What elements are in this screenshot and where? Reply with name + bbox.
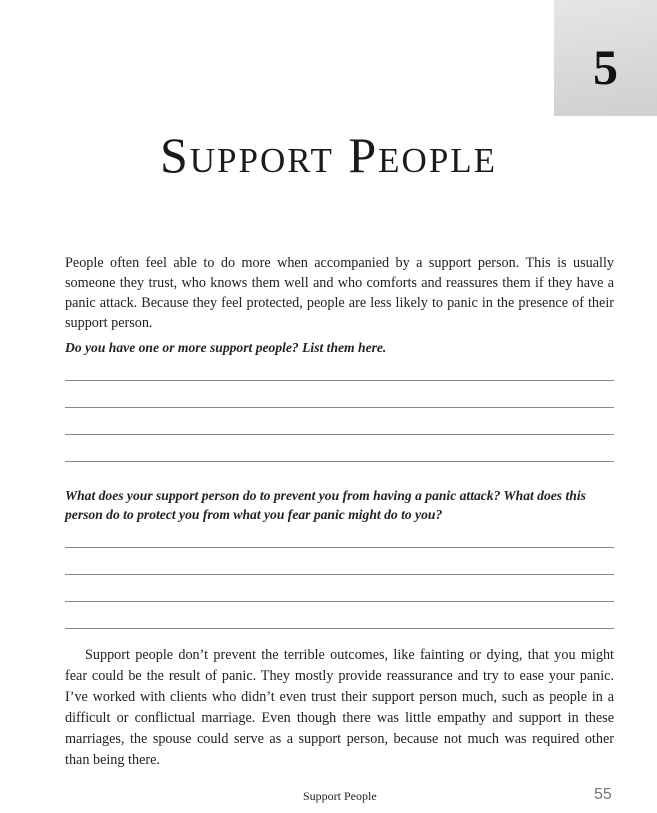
intro-paragraph: People often feel able to do more when accompanied by a support person. This is usually someone they trust, who knows them well and who comforts and reassures them if they have a panic attack. Because they feel protected, people are less likely to panic in the presence of their support person. (65, 255, 614, 331)
running-head: Support People (303, 788, 377, 803)
answer-line[interactable] (65, 574, 614, 575)
answer-line[interactable] (65, 380, 614, 381)
page-footer (65, 783, 614, 813)
question-2: What does your support person do to prevent you from having a panic attack? What does this person do to protect you from what you fear panic might do to you? (65, 487, 586, 522)
answer-line[interactable] (65, 628, 614, 629)
answer-line[interactable] (65, 601, 614, 602)
answer-line[interactable] (65, 461, 614, 462)
chapter-number: 5 (593, 39, 618, 95)
answer-line[interactable] (65, 434, 614, 435)
body-paragraph: Support people don’t prevent the terrible outcomes, like fainting or dying, that you might fear could be the result of panic. They mostly provide reassurance and try to ease your panic. I’ve worked with clients who didn’t even trust their support person much, such as people in a difficult or conflictual marriage. Even though there was little empathy and support in these marriages, the spouse could serve as a support person, because not much was required other than being there. (65, 646, 614, 768)
answer-line[interactable] (65, 547, 614, 548)
question-1: Do you have one or more support people? List them here. (65, 340, 387, 355)
answer-line[interactable] (65, 407, 614, 408)
chapter-title: Support People (159, 127, 498, 183)
page-number: 55 (594, 785, 612, 803)
